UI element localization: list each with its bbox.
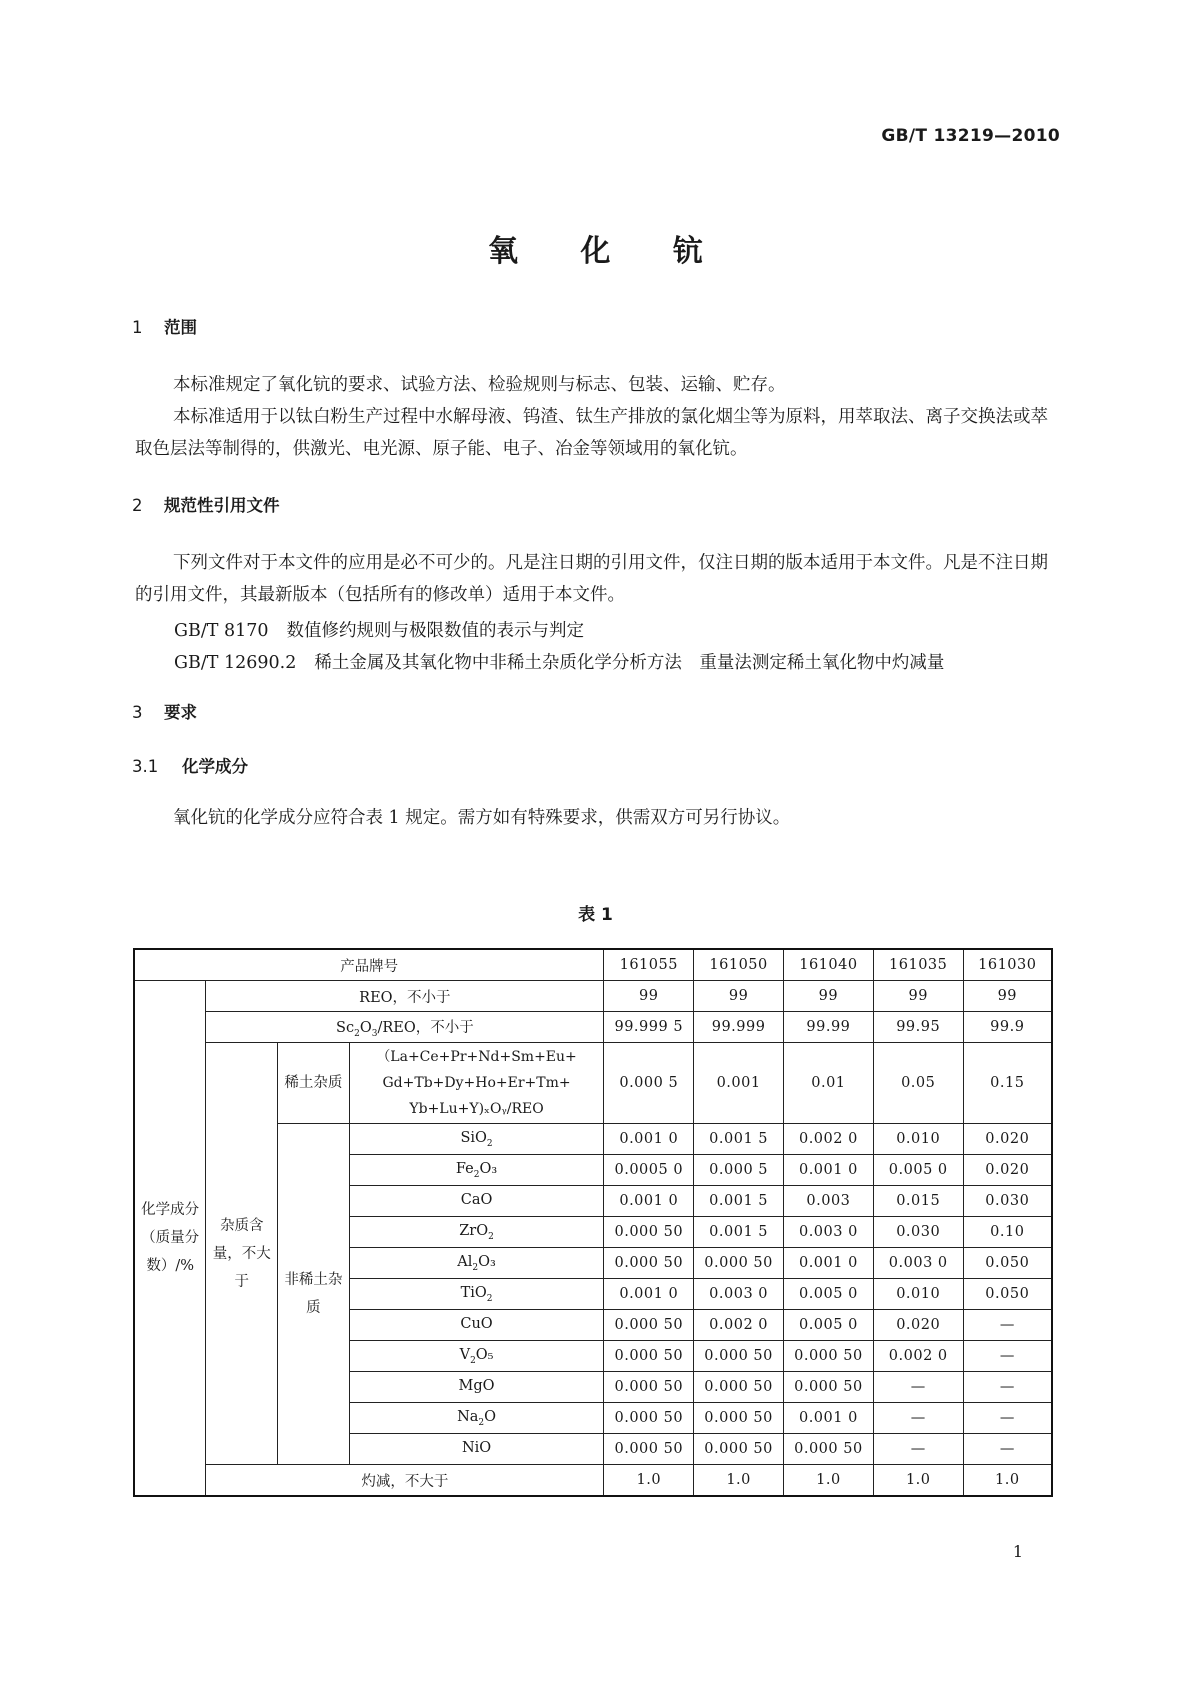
- value-cell: 0.000 50: [694, 1434, 784, 1465]
- value-cell: 0.000 50: [604, 1310, 694, 1341]
- reo-cell: 99: [963, 981, 1052, 1012]
- value-cell: 0.000 50: [694, 1248, 784, 1279]
- sc2o3-cell: 99.99: [784, 1012, 874, 1043]
- value-cell: —: [963, 1341, 1052, 1372]
- composition-table: [133, 948, 1053, 1497]
- sc2o3-cell: 99.95: [873, 1012, 963, 1043]
- value-cell: 0.000 50: [604, 1217, 694, 1248]
- value-cell: 0.000 50: [604, 1403, 694, 1434]
- value-cell: 0.001 0: [604, 1186, 694, 1217]
- loi-cell: 1.0: [694, 1465, 784, 1497]
- value-cell: 0.003 0: [694, 1279, 784, 1310]
- value-cell: 0.001 0: [604, 1124, 694, 1155]
- reference-1-code: GB/T 8170: [174, 621, 269, 641]
- reo-cell: 99: [784, 981, 874, 1012]
- re-cell: 0.001: [694, 1043, 784, 1124]
- reo-cell: 99: [604, 981, 694, 1012]
- section-1-number: 1: [132, 318, 143, 337]
- re-cell: 0.15: [963, 1043, 1052, 1124]
- table-row: [134, 1012, 1052, 1043]
- reo-label: REO，不小于: [206, 981, 604, 1012]
- standard-number: GB/T 13219—2010: [881, 126, 1060, 146]
- page-title: 氧 化 钪: [488, 234, 729, 269]
- value-cell: 0.010: [873, 1124, 963, 1155]
- value-cell: 0.001 0: [784, 1155, 874, 1186]
- value-cell: 0.050: [963, 1279, 1052, 1310]
- table-row: [134, 1465, 1052, 1497]
- table-header-row: [134, 949, 1052, 981]
- value-cell: —: [963, 1372, 1052, 1403]
- value-cell: 0.000 50: [604, 1372, 694, 1403]
- value-cell: 0.001 0: [784, 1248, 874, 1279]
- re-cell: 0.000 5: [604, 1043, 694, 1124]
- compound-label: $Na_2O$: [349, 1403, 604, 1434]
- value-cell: —: [963, 1403, 1052, 1434]
- value-cell: 0.001 0: [784, 1403, 874, 1434]
- value-cell: 0.001 5: [694, 1124, 784, 1155]
- grade-cell: 161030: [963, 949, 1052, 981]
- compound-label: $Al_2O_3$: [349, 1248, 604, 1279]
- value-cell: 0.0005 0: [604, 1155, 694, 1186]
- grade-cell: 161055: [604, 949, 694, 981]
- loi-cell: 1.0: [604, 1465, 694, 1497]
- value-cell: 0.000 50: [604, 1434, 694, 1465]
- value-cell: 0.10: [963, 1217, 1052, 1248]
- impurity-label: 杂质含量，不大于: [206, 1043, 278, 1465]
- section-1-para-2: 本标准适用于以钛白粉生产过程中水解母液、钨渣、钛生产排放的氯化烟尘等为原料，用萃取法、离子交换法或萃取色层法等制得的，供激光、电光源、原子能、电子、冶金等领域用的氧化钪。: [135, 407, 1048, 459]
- value-cell: 0.000 50: [784, 1341, 874, 1372]
- section-3-title: 要求: [164, 703, 197, 722]
- reo-cell: 99: [694, 981, 784, 1012]
- table-caption: 表 1: [578, 905, 613, 925]
- loi-cell: 1.0: [784, 1465, 874, 1497]
- compound-label: SiO$_2$: [349, 1124, 604, 1155]
- value-cell: 0.001 5: [694, 1217, 784, 1248]
- value-cell: 0.003: [784, 1186, 874, 1217]
- value-cell: 0.000 50: [784, 1372, 874, 1403]
- section-1-para-1: 本标准规定了氧化钪的要求、试验方法、检验规则与标志、包装、运输、贮存。: [173, 375, 786, 395]
- value-cell: 0.000 50: [784, 1434, 874, 1465]
- value-cell: —: [873, 1434, 963, 1465]
- value-cell: —: [963, 1434, 1052, 1465]
- value-cell: 0.005 0: [784, 1310, 874, 1341]
- compound-label: CuO: [349, 1310, 604, 1341]
- loi-cell: 1.0: [963, 1465, 1052, 1497]
- value-cell: 0.001 0: [604, 1279, 694, 1310]
- compound-label: MgO: [349, 1372, 604, 1403]
- value-cell: 0.005 0: [873, 1155, 963, 1186]
- reference-2-title: 稀土金属及其氧化物中非稀土杂质化学分析方法 重量法测定稀土氧化物中灼减量: [314, 653, 945, 673]
- table-row: [134, 981, 1052, 1012]
- section-3-1-heading: [132, 753, 248, 777]
- value-cell: 0.030: [963, 1186, 1052, 1217]
- compound-label: ZrO$_2$: [349, 1217, 604, 1248]
- non-re-impurity-label: 非稀土杂质: [278, 1124, 350, 1465]
- value-cell: 0.010: [873, 1279, 963, 1310]
- section-2-number: 2: [132, 496, 143, 515]
- value-cell: 0.005 0: [784, 1279, 874, 1310]
- value-cell: 0.002 0: [694, 1310, 784, 1341]
- grade-cell: 161035: [873, 949, 963, 981]
- re-cell: 0.01: [784, 1043, 874, 1124]
- section-3-1-number: 3.1: [132, 757, 159, 776]
- sc2o3-cell: 99.999: [694, 1012, 784, 1043]
- value-cell: 0.003 0: [873, 1248, 963, 1279]
- loi-cell: 1.0: [873, 1465, 963, 1497]
- grade-cell: 161040: [784, 949, 874, 981]
- value-cell: 0.020: [963, 1124, 1052, 1155]
- value-cell: 0.030: [873, 1217, 963, 1248]
- value-cell: 0.003 0: [784, 1217, 874, 1248]
- reference-2-code: GB/T 12690.2: [174, 653, 297, 673]
- value-cell: 0.001 5: [694, 1186, 784, 1217]
- section-3-heading: [132, 699, 197, 723]
- section-2-title: 规范性引用文件: [164, 496, 280, 515]
- section-2-heading: [132, 492, 280, 516]
- value-cell: —: [873, 1403, 963, 1434]
- page-number: 1: [1012, 1542, 1023, 1561]
- sc2o3-cell: 99.999 5: [604, 1012, 694, 1043]
- chem-composition-label: 化学成分（质量分数）/%: [134, 981, 206, 1497]
- value-cell: 0.000 50: [604, 1248, 694, 1279]
- reference-2: [174, 649, 944, 674]
- value-cell: 0.015: [873, 1186, 963, 1217]
- value-cell: —: [963, 1310, 1052, 1341]
- grade-header: 产品牌号: [134, 949, 604, 981]
- section-2-para-1: 下列文件对于本文件的应用是必不可少的。凡是注日期的引用文件，仅注日期的版本适用于本文件。凡是不注日期的引用文件，其最新版本（包括所有的修改单）适用于本文件。: [135, 553, 1048, 605]
- value-cell: 0.020: [873, 1310, 963, 1341]
- value-cell: —: [873, 1372, 963, 1403]
- loi-label: 灼减，不大于: [206, 1465, 604, 1497]
- section-3-1-title: 化学成分: [182, 757, 248, 776]
- value-cell: 0.020: [963, 1155, 1052, 1186]
- re-cell: 0.05: [873, 1043, 963, 1124]
- compound-label: $V_2O_5$: [349, 1341, 604, 1372]
- reference-1-title: 数值修约规则与极限数值的表示与判定: [286, 621, 585, 641]
- value-cell: 0.000 5: [694, 1155, 784, 1186]
- value-cell: 0.000 50: [694, 1403, 784, 1434]
- grade-cell: 161050: [694, 949, 784, 981]
- value-cell: 0.000 50: [694, 1372, 784, 1403]
- sc2o3-label: $Sc_2O_3$/REO，不小于: [206, 1012, 604, 1043]
- compound-label: TiO$_2$: [349, 1279, 604, 1310]
- re-formula: （La+Ce+Pr+Nd+Sm+Eu+ Gd+Tb+Dy+Ho+Er+Tm+ Yb+Lu+Y)ₓOᵧ/REO: [349, 1043, 604, 1124]
- value-cell: 0.000 50: [604, 1341, 694, 1372]
- value-cell: 0.002 0: [873, 1341, 963, 1372]
- section-3-number: 3: [132, 703, 143, 722]
- table-row: [134, 1043, 1052, 1124]
- section-3-1-para-1: 氧化钪的化学成分应符合表 1 规定。需方如有特殊要求，供需双方可另行协议。: [173, 808, 791, 828]
- value-cell: 0.050: [963, 1248, 1052, 1279]
- re-impurity-label: 稀土杂质: [278, 1043, 350, 1124]
- section-1-heading: [132, 314, 197, 338]
- sc2o3-cell: 99.9: [963, 1012, 1052, 1043]
- compound-label: NiO: [349, 1434, 604, 1465]
- value-cell: 0.000 50: [694, 1341, 784, 1372]
- reo-cell: 99: [873, 981, 963, 1012]
- section-1-title: 范围: [164, 318, 197, 337]
- value-cell: 0.002 0: [784, 1124, 874, 1155]
- compound-label: $Fe_2O_3$: [349, 1155, 604, 1186]
- reference-1: [174, 617, 584, 642]
- compound-label: CaO: [349, 1186, 604, 1217]
